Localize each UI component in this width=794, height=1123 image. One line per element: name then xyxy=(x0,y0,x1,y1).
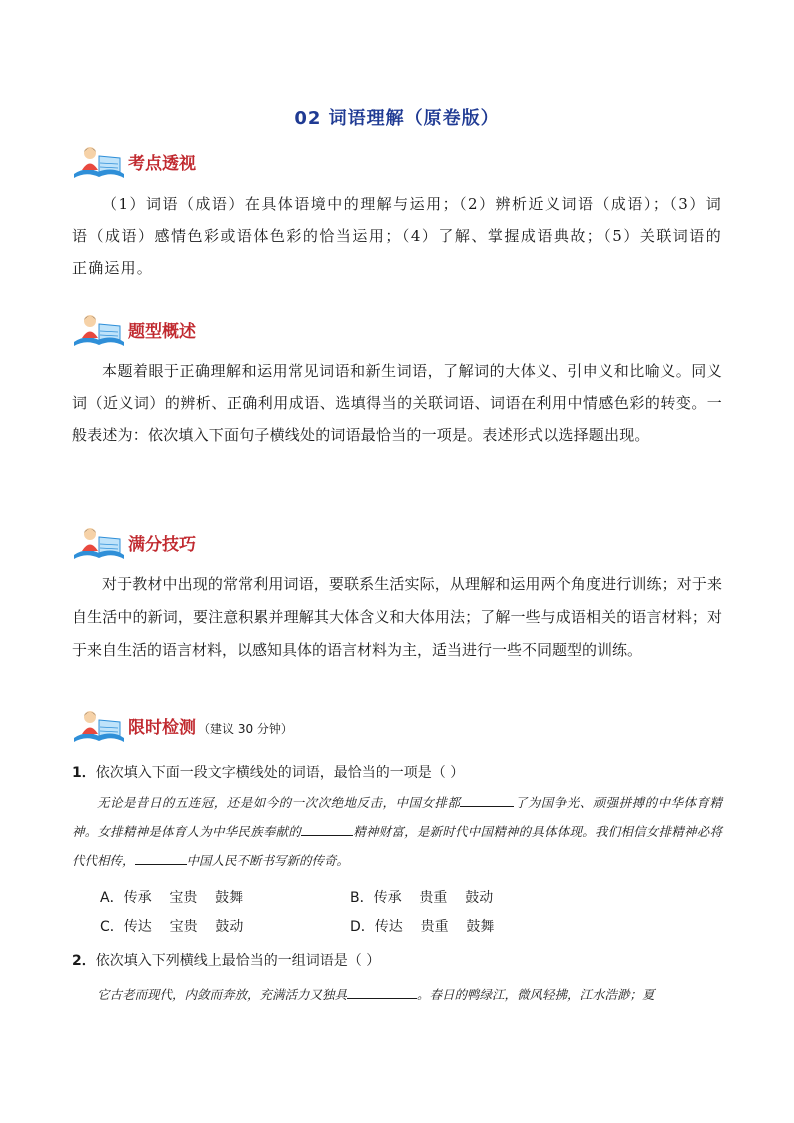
q2-blank-1 xyxy=(347,984,417,999)
question-1-passage xyxy=(72,788,722,875)
section-label-tixing: 题型概述 xyxy=(128,322,196,342)
time-suggestion: （建议 30 分钟） xyxy=(198,722,293,736)
q1-passage-part2: 了为国争光、顽强拼搏的中华体育精神。女排精神是体育人为中华民族奉献的 xyxy=(72,795,722,839)
section-heading-jiqiao xyxy=(72,525,196,561)
q2-passage-part2: 。春日的鸭绿江，微风轻拂，江水浩渺；夏 xyxy=(417,987,655,1002)
question-1-stem-text: 依次填入下面一段文字横线处的词语，最恰当的一项是（ ） xyxy=(95,765,465,781)
option-d[interactable]: D．传达 贵重 鼓舞 xyxy=(350,918,495,935)
question-1-stem xyxy=(72,762,722,782)
section-label-kaodian: 考点透视 xyxy=(128,154,196,174)
q1-passage-part1: 无论是昔日的五连冠，还是如今的一次次绝地反击，中国女排都 xyxy=(97,795,461,810)
question-2-stem-text: 依次填入下列横线上最恰当的一组词语是（ ） xyxy=(95,953,381,969)
section-label-jiance xyxy=(128,713,293,738)
tixing-paragraph: 本题着眼于正确理解和运用常见词语和新生词语，了解词的大体义、引申义和比喻义。同义词（近义词）的辨析、正确利用成语、选填得当的关联词语、词语在利用中情感色彩的转变。一般表述为：依次填入下面句子横线处的词语最恰当的一项是。表述形式以选择题出现。 xyxy=(72,362,722,444)
question-2-passage xyxy=(72,980,722,1009)
option-a[interactable]: A．传承 宝贵 鼓舞 xyxy=(100,889,244,906)
question-2-stem xyxy=(72,950,722,970)
q1-blank-3 xyxy=(135,850,187,865)
q2-passage-part1: 它古老而现代，内敛而奔放，充满活力又独具 xyxy=(97,987,348,1002)
reading-student-icon xyxy=(72,525,126,561)
question-1-options xyxy=(100,882,660,940)
question-2-number: 2． xyxy=(72,953,96,969)
q1-passage-part4: 中国人民不断书写新的传奇。 xyxy=(186,853,350,868)
option-c[interactable]: C．传达 宝贵 鼓动 xyxy=(100,918,244,935)
kaodian-paragraph: （1）词语（成语）在具体语境中的理解与运用；（2）辨析近义词语（成语）；（3）词语（成语）感情色彩或语体色彩的恰当运用；（4）了解、掌握成语典故；（5）关联词语的正确运用。 xyxy=(72,195,722,277)
q1-blank-1 xyxy=(460,792,514,807)
reading-student-icon xyxy=(72,312,126,348)
reading-student-icon xyxy=(72,708,126,744)
jiance-label-text: 限时检测 xyxy=(128,718,196,738)
q1-passage-part3: 精神财富，是新时代中国精神的具体体现。我们相信女排精神必将代代相传， xyxy=(72,824,722,868)
section-heading-kaodian xyxy=(72,144,196,180)
jiqiao-paragraph: 对于教材中出现的常常利用词语，要联系生活实际，从理解和运用两个角度进行训练；对于来自生活中的新词，要注意积累并理解其大体含义和大体用法；了解一些与成语相关的语言材料；对于来自生活的语言材料，以感知具体的语言材料为主，适当进行一些不同题型的训练。 xyxy=(72,575,722,659)
page-title: 02 词语理解（原卷版） xyxy=(294,108,500,129)
section-heading-jiance xyxy=(72,708,293,744)
section-label-jiqiao: 满分技巧 xyxy=(128,535,196,555)
section-heading-tixing xyxy=(72,312,196,348)
reading-student-icon xyxy=(72,144,126,180)
q1-blank-2 xyxy=(301,821,353,836)
option-b[interactable]: B．传承 贵重 鼓动 xyxy=(350,889,494,906)
question-1-number: 1． xyxy=(72,765,96,781)
